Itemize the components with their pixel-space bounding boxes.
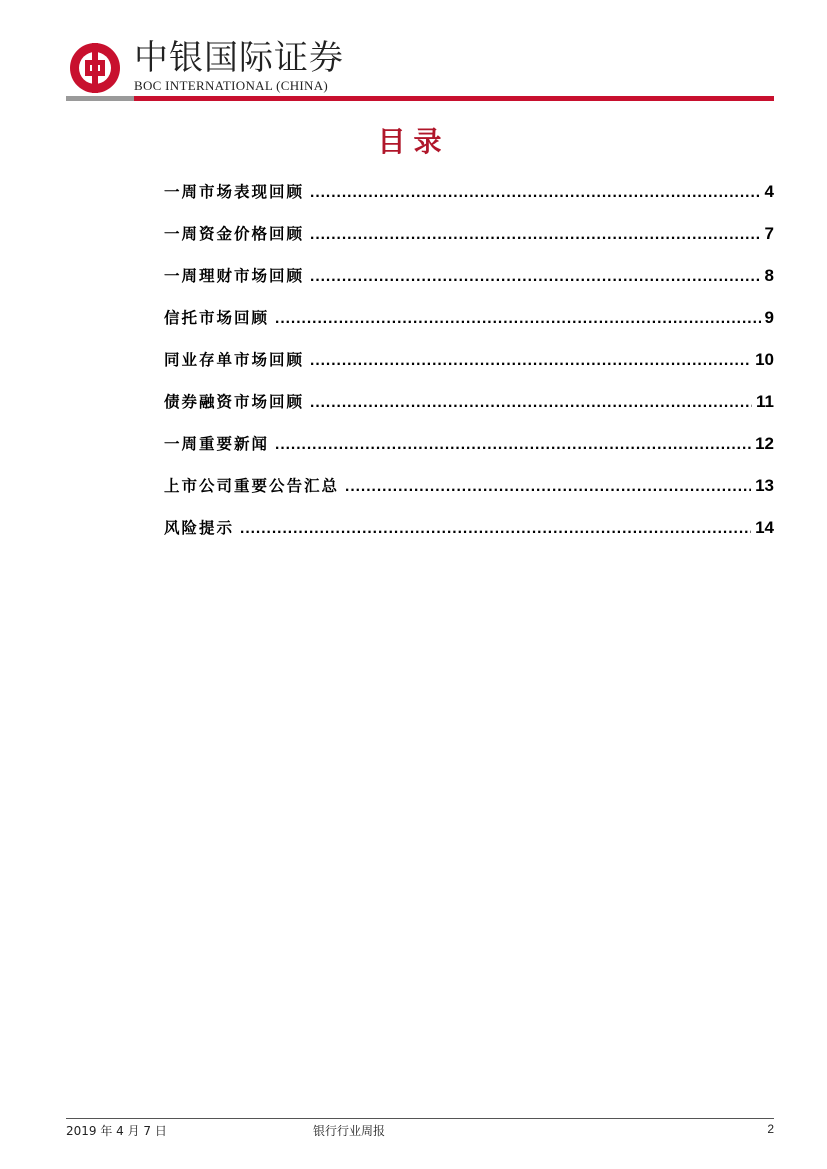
brand-name-english: BOC INTERNATIONAL (CHINA) [134, 78, 329, 93]
toc-entry-label[interactable]: 一周重要新闻 [164, 435, 270, 453]
toc-dot-leader [240, 520, 751, 538]
toc-dot-leader [345, 478, 751, 496]
brand-name-chinese: 中银国际证券 [134, 38, 344, 78]
footer-page-number: 2 [767, 1122, 774, 1136]
footer-date: 2019 年 4 月 7 日 [66, 1124, 167, 1138]
toc-entry-page[interactable]: 4 [764, 182, 774, 201]
toc-entry[interactable] [164, 264, 774, 306]
boc-logo-icon [68, 41, 122, 95]
toc-entry-label[interactable]: 一周资金价格回顾 [164, 225, 305, 243]
header-rule-red [134, 96, 774, 101]
toc-entry-page[interactable]: 8 [764, 266, 774, 285]
toc-entry[interactable] [164, 516, 774, 558]
toc-entry-page[interactable]: 12 [755, 434, 774, 453]
page-header [66, 38, 774, 102]
table-of-contents [164, 180, 774, 558]
toc-entry[interactable] [164, 306, 774, 348]
toc-entry[interactable] [164, 348, 774, 390]
toc-dot-leader [310, 184, 761, 202]
toc-entry-page[interactable]: 11 [756, 392, 774, 411]
toc-entry-label[interactable]: 风险提示 [164, 519, 235, 537]
toc-dot-leader [275, 436, 751, 454]
toc-dot-leader [275, 310, 761, 328]
toc-entry-page[interactable]: 7 [764, 224, 774, 243]
toc-dot-leader [310, 226, 761, 244]
toc-entry-label[interactable]: 一周市场表现回顾 [164, 183, 305, 201]
toc-entry-page[interactable]: 13 [755, 476, 774, 495]
toc-entry-label[interactable]: 上市公司重要公告汇总 [164, 477, 340, 495]
toc-dot-leader [310, 394, 752, 412]
toc-entry[interactable] [164, 180, 774, 222]
toc-entry-page[interactable]: 14 [755, 518, 774, 537]
toc-entry-page[interactable]: 9 [764, 308, 774, 327]
toc-entry-label[interactable]: 一周理财市场回顾 [164, 267, 305, 285]
toc-dot-leader [310, 268, 761, 286]
toc-entry[interactable] [164, 222, 774, 264]
footer-rule [66, 1118, 774, 1119]
toc-entry[interactable] [164, 432, 774, 474]
toc-entry-page[interactable]: 10 [755, 350, 774, 369]
toc-entry-label[interactable]: 债券融资市场回顾 [164, 393, 305, 411]
footer-report-title: 银行行业周报 [313, 1124, 386, 1138]
toc-title: 目录 [377, 125, 450, 158]
toc-dot-leader [310, 352, 751, 370]
toc-entry-label[interactable]: 信托市场回顾 [164, 309, 270, 327]
toc-entry[interactable] [164, 474, 774, 516]
header-rule-grey [66, 96, 134, 101]
toc-entry-label[interactable]: 同业存单市场回顾 [164, 351, 305, 369]
toc-entry[interactable] [164, 390, 774, 432]
